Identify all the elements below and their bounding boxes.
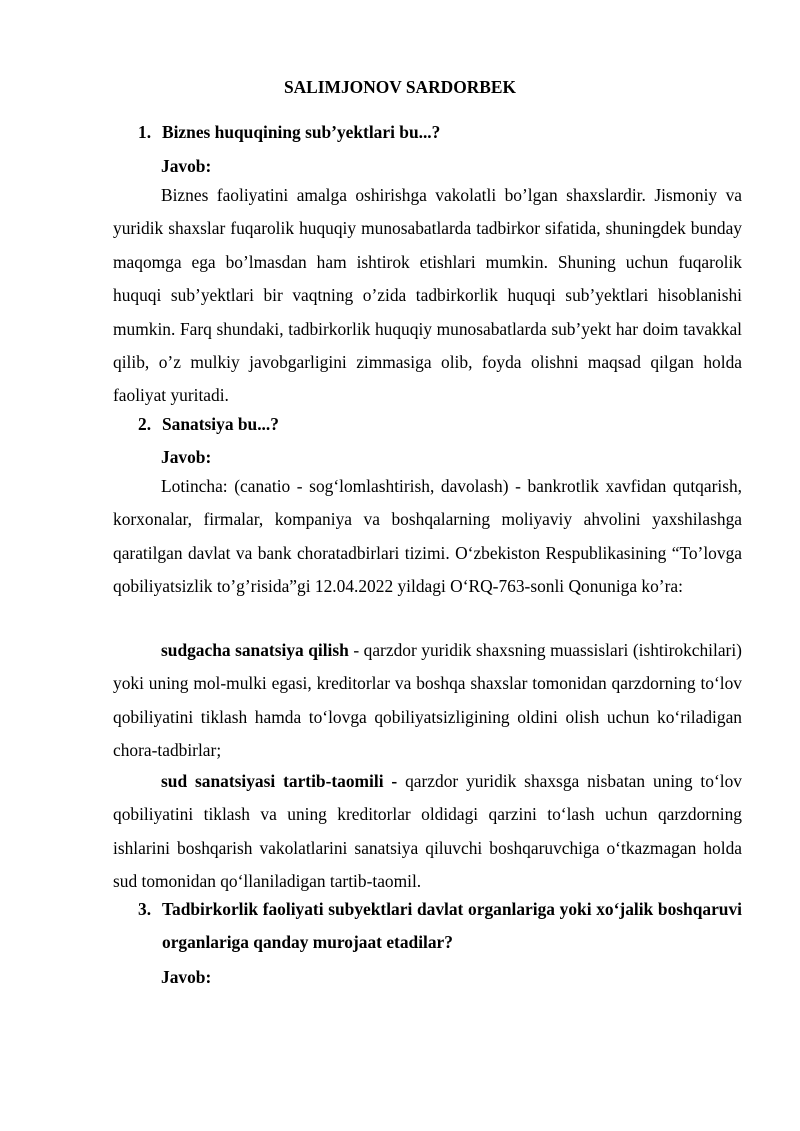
question-2-number: 2. <box>138 414 152 434</box>
answer-2-paragraph-definition-1 <box>113 634 742 768</box>
question-1-number: 1. <box>138 122 152 142</box>
term-sud-sanatsiyasi: sud sanatsiyasi tartib-taomili - <box>161 771 398 791</box>
question-2-text: Sanatsiya bu...? <box>162 414 279 434</box>
question-1-text: Biznes huquqining sub’yektlari bu...? <box>162 122 441 142</box>
question-3-number: 3. <box>138 899 152 919</box>
question-2 <box>138 408 742 441</box>
answer-2-paragraph-definition-2 <box>113 765 742 899</box>
answer-1-paragraph: Biznes faoliyatini amalga oshirishga vakolatli bo’lgan shaxslardir. Jismoniy va yuridik shaxslar fuqarolik huquqiy munosabatlarda tadbirkor sifatida, shuningdek bunday maqomga ega bo’lmasdan ham ishtirok etishlari mumkin. Shuning uchun fuqarolik huquqi sub’yektlari bir vaqtning o’zida tadbirkorlik huquqi sub’yektlari hisoblanishi mumkin. Farq shundaki, tadbirkorlik huquqiy munosabatlarda sub’yekt har doim tavakkal qilib, o’z mulkiy javobgarligini zimmasiga olib, foyda olishni maqsad qilgan holda faoliyat yuritadi. <box>113 185 742 406</box>
term-sudgacha-sanatsiya: sudgacha sanatsiya qilish <box>161 640 349 660</box>
answer-label-3: Javob: <box>161 967 212 987</box>
answer-label-1: Javob: <box>161 156 212 176</box>
question-1 <box>138 116 742 149</box>
definition-sudgacha-sanatsiya: - qarzdor yuridik shaxsning muassislari (ishtirokchilari) yoki uning mol-mulki egasi, kreditorlar va boshqa shaxslar tomonidan qarzdorning to‘lov qobiliyatini tiklash hamda to‘lovga qobiliyatsizligining oldini olish uchun ko‘riladigan chora-tadbirlar; <box>113 640 742 761</box>
answer-2-paragraph-intro: Lotincha: (canatio - sog‘lomlashtirish, davolash) - bankrotlik xavfidan qutqarish, korxonalar, firmalar, kompaniya va boshqalarning moliyaviy ahvolini yaxshilashga qaratilgan davlat va bank choratadbirlari tizimi. O‘zbekiston Respublikasining “To’lovga qobiliyatsizlik to’g’risida”gi 12.04.2022 yildagi O‘RQ-763-sonli Qonuniga ko’ra: <box>113 476 742 597</box>
definition-sud-sanatsiyasi: qarzdor yuridik shaxsga nisbatan uning to‘lov qobiliyatini tiklash va uning kreditorlar oldidagi qarzini to‘lash uchun qarzdorning ishlarini boshqarish vakolatlarini sanatsiya qiluvchi boshqaruvchiga o‘tkazmagan holda sud tomonidan qo‘llaniladigan tartib-taomil. <box>113 771 742 892</box>
question-3-text: Tadbirkorlik faoliyati subyektlari davlat organlariga yoki xo‘jalik boshqaruvi organlariga qanday murojaat etadilar? <box>162 899 742 952</box>
document-title: SALIMJONOV SARDORBEK <box>283 77 517 97</box>
answer-label-2: Javob: <box>161 447 212 467</box>
question-3 <box>138 893 742 959</box>
